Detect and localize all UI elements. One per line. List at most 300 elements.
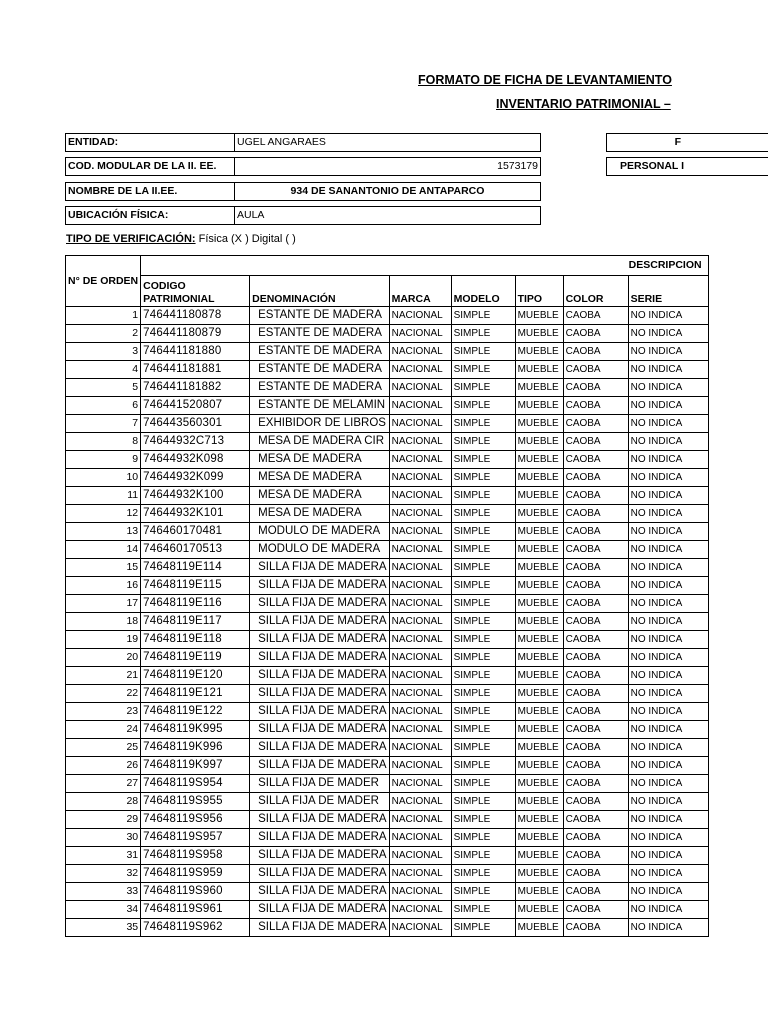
cell-marca: NACIONAL — [389, 739, 451, 757]
cell-tipo: MUEBLE — [515, 721, 563, 739]
cell-tipo: MUEBLE — [515, 361, 563, 379]
cell-denominacion: ESTANTE DE MADERA — [250, 343, 389, 361]
cell-modelo: SIMPLE — [451, 343, 515, 361]
cell-denominacion: MESA DE MADERA CIR — [250, 433, 389, 451]
cell-row-number: 20 — [66, 649, 141, 667]
cell-serie: NO INDICA — [628, 505, 708, 523]
cell-marca: NACIONAL — [389, 325, 451, 343]
cell-tipo: MUEBLE — [515, 541, 563, 559]
right-box-1: F — [606, 133, 768, 152]
cell-marca: NACIONAL — [389, 811, 451, 829]
cell-serie: NO INDICA — [628, 397, 708, 415]
table-row — [66, 901, 709, 919]
cell-color: CAOBA — [563, 361, 628, 379]
cell-codigo-patrimonial: 746441520807 — [141, 397, 250, 415]
cell-serie: NO INDICA — [628, 775, 708, 793]
cell-modelo: SIMPLE — [451, 307, 515, 325]
cell-row-number: 21 — [66, 667, 141, 685]
cell-color: CAOBA — [563, 631, 628, 649]
cell-modelo: SIMPLE — [451, 685, 515, 703]
cell-color: CAOBA — [563, 847, 628, 865]
cell-color: CAOBA — [563, 793, 628, 811]
cell-denominacion: SILLA FIJA DE MADER — [250, 793, 389, 811]
cell-row-number: 32 — [66, 865, 141, 883]
cell-modelo: SIMPLE — [451, 883, 515, 901]
table-row — [66, 721, 709, 739]
cell-denominacion: MESA DE MADERA — [250, 505, 389, 523]
cell-serie: NO INDICA — [628, 523, 708, 541]
cell-codigo-patrimonial: 74648119S960 — [141, 883, 250, 901]
cell-modelo: SIMPLE — [451, 361, 515, 379]
entidad-value: UGEL ANGARAES — [234, 133, 541, 152]
cell-serie: NO INDICA — [628, 829, 708, 847]
table-row — [66, 343, 709, 361]
cell-modelo: SIMPLE — [451, 793, 515, 811]
cell-row-number: 17 — [66, 595, 141, 613]
cell-codigo-patrimonial: 746441181881 — [141, 361, 250, 379]
ubicacion-label: UBICACIÓN FÍSICA: — [65, 206, 235, 225]
cell-color: CAOBA — [563, 883, 628, 901]
cell-modelo: SIMPLE — [451, 487, 515, 505]
cell-color: CAOBA — [563, 523, 628, 541]
cell-row-number: 9 — [66, 451, 141, 469]
cell-codigo-patrimonial: 74648119E122 — [141, 703, 250, 721]
cell-tipo: MUEBLE — [515, 397, 563, 415]
cell-denominacion: SILLA FIJA DE MADERA — [250, 829, 389, 847]
cell-codigo-patrimonial: 746441181880 — [141, 343, 250, 361]
nombre-label: NOMBRE DE LA II.EE. — [65, 182, 235, 201]
cell-modelo: SIMPLE — [451, 775, 515, 793]
header-color: COLOR — [563, 276, 628, 307]
entidad-label: ENTIDAD: — [65, 133, 235, 152]
cell-codigo-patrimonial: 74648119S962 — [141, 919, 250, 937]
cell-color: CAOBA — [563, 865, 628, 883]
cell-codigo-patrimonial: 746460170481 — [141, 523, 250, 541]
cell-marca: NACIONAL — [389, 487, 451, 505]
table-row — [66, 595, 709, 613]
cod-modular-label: COD. MODULAR DE LA II. EE. — [65, 157, 235, 176]
cell-modelo: SIMPLE — [451, 739, 515, 757]
cell-marca: NACIONAL — [389, 577, 451, 595]
cell-codigo-patrimonial: 74648119E118 — [141, 631, 250, 649]
cell-marca: NACIONAL — [389, 793, 451, 811]
cell-row-number: 24 — [66, 721, 141, 739]
table-row — [66, 613, 709, 631]
cell-color: CAOBA — [563, 415, 628, 433]
cell-marca: NACIONAL — [389, 649, 451, 667]
table-row — [66, 757, 709, 775]
cell-tipo: MUEBLE — [515, 487, 563, 505]
cell-modelo: SIMPLE — [451, 613, 515, 631]
cell-tipo: MUEBLE — [515, 685, 563, 703]
cell-marca: NACIONAL — [389, 775, 451, 793]
cell-color: CAOBA — [563, 433, 628, 451]
cell-marca: NACIONAL — [389, 703, 451, 721]
cell-color: CAOBA — [563, 469, 628, 487]
header-codigo: CODIGO PATRIMONIAL — [141, 276, 250, 307]
cell-row-number: 23 — [66, 703, 141, 721]
cell-codigo-patrimonial: 74644932K100 — [141, 487, 250, 505]
cell-marca: NACIONAL — [389, 433, 451, 451]
cell-denominacion: ESTANTE DE MELAMIN — [250, 397, 389, 415]
cell-denominacion: ESTANTE DE MADERA — [250, 307, 389, 325]
cell-row-number: 1 — [66, 307, 141, 325]
cell-modelo: SIMPLE — [451, 649, 515, 667]
cell-serie: NO INDICA — [628, 469, 708, 487]
cell-row-number: 5 — [66, 379, 141, 397]
cell-row-number: 2 — [66, 325, 141, 343]
cell-row-number: 29 — [66, 811, 141, 829]
cell-serie: NO INDICA — [628, 721, 708, 739]
cell-serie: NO INDICA — [628, 379, 708, 397]
table-row — [66, 793, 709, 811]
cell-serie: NO INDICA — [628, 595, 708, 613]
cell-serie: NO INDICA — [628, 703, 708, 721]
cell-modelo: SIMPLE — [451, 811, 515, 829]
cell-codigo-patrimonial: 74644932K101 — [141, 505, 250, 523]
cell-tipo: MUEBLE — [515, 415, 563, 433]
cell-row-number: 10 — [66, 469, 141, 487]
cell-row-number: 12 — [66, 505, 141, 523]
cell-denominacion: SILLA FIJA DE MADERA — [250, 811, 389, 829]
cell-marca: NACIONAL — [389, 361, 451, 379]
cell-serie: NO INDICA — [628, 667, 708, 685]
table-row — [66, 847, 709, 865]
cell-serie: NO INDICA — [628, 487, 708, 505]
table-row — [66, 541, 709, 559]
cell-denominacion: SILLA FIJA DE MADERA — [250, 577, 389, 595]
cell-tipo: MUEBLE — [515, 703, 563, 721]
table-row — [66, 775, 709, 793]
cell-tipo: MUEBLE — [515, 793, 563, 811]
cell-tipo: MUEBLE — [515, 667, 563, 685]
verificacion-options: Física (X ) Digital ( ) — [198, 233, 296, 245]
cell-color: CAOBA — [563, 649, 628, 667]
cell-denominacion: SILLA FIJA DE MADERA — [250, 883, 389, 901]
cell-tipo: MUEBLE — [515, 631, 563, 649]
cell-color: CAOBA — [563, 505, 628, 523]
cell-serie: NO INDICA — [628, 901, 708, 919]
cell-codigo-patrimonial: 74648119S954 — [141, 775, 250, 793]
header-serie: SERIE — [628, 276, 708, 307]
cell-color: CAOBA — [563, 901, 628, 919]
cell-denominacion: SILLA FIJA DE MADERA — [250, 739, 389, 757]
cell-modelo: SIMPLE — [451, 523, 515, 541]
cell-tipo: MUEBLE — [515, 343, 563, 361]
cell-serie: NO INDICA — [628, 451, 708, 469]
table-row — [66, 739, 709, 757]
cell-codigo-patrimonial: 74648119E120 — [141, 667, 250, 685]
cell-codigo-patrimonial: 746441181882 — [141, 379, 250, 397]
cell-color: CAOBA — [563, 703, 628, 721]
cell-codigo-patrimonial: 74648119K997 — [141, 757, 250, 775]
cell-marca: NACIONAL — [389, 595, 451, 613]
cell-modelo: SIMPLE — [451, 325, 515, 343]
cell-tipo: MUEBLE — [515, 577, 563, 595]
cell-row-number: 35 — [66, 919, 141, 937]
cell-color: CAOBA — [563, 829, 628, 847]
cell-tipo: MUEBLE — [515, 883, 563, 901]
cell-codigo-patrimonial: 74648119E121 — [141, 685, 250, 703]
cell-modelo: SIMPLE — [451, 433, 515, 451]
cell-row-number: 16 — [66, 577, 141, 595]
cell-row-number: 26 — [66, 757, 141, 775]
table-row — [66, 415, 709, 433]
cell-row-number: 22 — [66, 685, 141, 703]
cell-denominacion: SILLA FIJA DE MADERA — [250, 667, 389, 685]
cell-serie: NO INDICA — [628, 415, 708, 433]
cell-tipo: MUEBLE — [515, 595, 563, 613]
cell-serie: NO INDICA — [628, 613, 708, 631]
cell-codigo-patrimonial: 74648119E116 — [141, 595, 250, 613]
form-subtitle: INVENTARIO PATRIMONIAL – — [496, 97, 671, 111]
cell-color: CAOBA — [563, 559, 628, 577]
tipo-verificacion — [66, 233, 296, 245]
cell-modelo: SIMPLE — [451, 721, 515, 739]
cell-row-number: 6 — [66, 397, 141, 415]
cell-serie: NO INDICA — [628, 307, 708, 325]
cell-denominacion: SILLA FIJA DE MADERA — [250, 901, 389, 919]
cell-denominacion: SILLA FIJA DE MADERA — [250, 649, 389, 667]
cell-denominacion: SILLA FIJA DE MADERA — [250, 865, 389, 883]
cell-denominacion: SILLA FIJA DE MADERA — [250, 703, 389, 721]
cell-denominacion: SILLA FIJA DE MADER — [250, 775, 389, 793]
cell-tipo: MUEBLE — [515, 847, 563, 865]
cell-marca: NACIONAL — [389, 469, 451, 487]
cell-codigo-patrimonial: 746443560301 — [141, 415, 250, 433]
header-marca: MARCA — [389, 276, 451, 307]
form-title: FORMATO DE FICHA DE LEVANTAMIENTO — [418, 73, 672, 87]
cell-denominacion: MESA DE MADERA — [250, 487, 389, 505]
table-row — [66, 559, 709, 577]
cell-codigo-patrimonial: 74648119S957 — [141, 829, 250, 847]
table-row — [66, 865, 709, 883]
cell-marca: NACIONAL — [389, 829, 451, 847]
cell-modelo: SIMPLE — [451, 379, 515, 397]
cell-row-number: 25 — [66, 739, 141, 757]
cell-modelo: SIMPLE — [451, 559, 515, 577]
cell-modelo: SIMPLE — [451, 865, 515, 883]
cell-color: CAOBA — [563, 379, 628, 397]
cell-marca: NACIONAL — [389, 901, 451, 919]
cell-modelo: SIMPLE — [451, 595, 515, 613]
cell-marca: NACIONAL — [389, 685, 451, 703]
cell-serie: NO INDICA — [628, 739, 708, 757]
cell-codigo-patrimonial: 74648119E119 — [141, 649, 250, 667]
cell-serie: NO INDICA — [628, 793, 708, 811]
cell-serie: NO INDICA — [628, 631, 708, 649]
cell-codigo-patrimonial: 74644932C713 — [141, 433, 250, 451]
cell-denominacion: SILLA FIJA DE MADERA — [250, 631, 389, 649]
right-box-2: PERSONAL I — [606, 157, 768, 176]
cell-denominacion: ESTANTE DE MADERA — [250, 325, 389, 343]
cell-denominacion: SILLA FIJA DE MADERA — [250, 685, 389, 703]
cell-marca: NACIONAL — [389, 919, 451, 937]
table-row — [66, 307, 709, 325]
cell-modelo: SIMPLE — [451, 919, 515, 937]
cell-marca: NACIONAL — [389, 523, 451, 541]
cell-row-number: 30 — [66, 829, 141, 847]
cell-serie: NO INDICA — [628, 325, 708, 343]
cell-tipo: MUEBLE — [515, 469, 563, 487]
cell-color: CAOBA — [563, 757, 628, 775]
cell-tipo: MUEBLE — [515, 451, 563, 469]
cell-modelo: SIMPLE — [451, 847, 515, 865]
cod-modular-value: 1573179 — [234, 157, 541, 176]
cell-denominacion: SILLA FIJA DE MADERA — [250, 919, 389, 937]
cell-marca: NACIONAL — [389, 865, 451, 883]
cell-row-number: 15 — [66, 559, 141, 577]
table-row — [66, 649, 709, 667]
table-row — [66, 379, 709, 397]
cell-row-number: 14 — [66, 541, 141, 559]
cell-color: CAOBA — [563, 685, 628, 703]
cell-marca: NACIONAL — [389, 451, 451, 469]
cell-codigo-patrimonial: 74648119S956 — [141, 811, 250, 829]
cell-modelo: SIMPLE — [451, 829, 515, 847]
cell-tipo: MUEBLE — [515, 523, 563, 541]
cell-codigo-patrimonial: 746460170513 — [141, 541, 250, 559]
cell-modelo: SIMPLE — [451, 577, 515, 595]
cell-marca: NACIONAL — [389, 883, 451, 901]
cell-codigo-patrimonial: 74648119S961 — [141, 901, 250, 919]
cell-color: CAOBA — [563, 343, 628, 361]
cell-serie: NO INDICA — [628, 541, 708, 559]
cell-denominacion: ESTANTE DE MADERA — [250, 379, 389, 397]
cell-color: CAOBA — [563, 325, 628, 343]
cell-color: CAOBA — [563, 775, 628, 793]
cell-serie: NO INDICA — [628, 919, 708, 937]
cell-serie: NO INDICA — [628, 433, 708, 451]
header-orden: N° DE ORDEN — [66, 256, 141, 307]
header-denominacion: DENOMINACIÓN — [250, 276, 389, 307]
cell-modelo: SIMPLE — [451, 451, 515, 469]
cell-row-number: 13 — [66, 523, 141, 541]
ubicacion-value: AULA — [234, 206, 541, 225]
cell-serie: NO INDICA — [628, 577, 708, 595]
cell-color: CAOBA — [563, 451, 628, 469]
table-row — [66, 451, 709, 469]
cell-codigo-patrimonial: 74648119K995 — [141, 721, 250, 739]
cell-tipo: MUEBLE — [515, 613, 563, 631]
cell-tipo: MUEBLE — [515, 739, 563, 757]
cell-tipo: MUEBLE — [515, 811, 563, 829]
cell-denominacion: ESTANTE DE MADERA — [250, 361, 389, 379]
cell-modelo: SIMPLE — [451, 703, 515, 721]
table-row — [66, 883, 709, 901]
cell-color: CAOBA — [563, 397, 628, 415]
cell-serie: NO INDICA — [628, 361, 708, 379]
cell-denominacion: SILLA FIJA DE MADERA — [250, 847, 389, 865]
cell-marca: NACIONAL — [389, 343, 451, 361]
cell-tipo: MUEBLE — [515, 559, 563, 577]
cell-marca: NACIONAL — [389, 613, 451, 631]
cell-row-number: 11 — [66, 487, 141, 505]
cell-modelo: SIMPLE — [451, 415, 515, 433]
cell-codigo-patrimonial: 74648119E117 — [141, 613, 250, 631]
cell-denominacion: MODULO DE MADERA — [250, 541, 389, 559]
cell-codigo-patrimonial: 74648119S959 — [141, 865, 250, 883]
table-row — [66, 487, 709, 505]
cell-marca: NACIONAL — [389, 379, 451, 397]
cell-color: CAOBA — [563, 595, 628, 613]
cell-codigo-patrimonial: 74644932K098 — [141, 451, 250, 469]
cell-codigo-patrimonial: 74644932K099 — [141, 469, 250, 487]
table-row — [66, 505, 709, 523]
header-tipo: TIPO — [515, 276, 563, 307]
cell-denominacion: SILLA FIJA DE MADERA — [250, 721, 389, 739]
cell-serie: NO INDICA — [628, 883, 708, 901]
table-row — [66, 397, 709, 415]
cell-marca: NACIONAL — [389, 847, 451, 865]
cell-codigo-patrimonial: 74648119K996 — [141, 739, 250, 757]
cell-denominacion: MESA DE MADERA — [250, 469, 389, 487]
cell-marca: NACIONAL — [389, 397, 451, 415]
table-row — [66, 919, 709, 937]
table-row — [66, 469, 709, 487]
header-modelo: MODELO — [451, 276, 515, 307]
cell-row-number: 18 — [66, 613, 141, 631]
cell-modelo: SIMPLE — [451, 505, 515, 523]
table-row — [66, 325, 709, 343]
cell-codigo-patrimonial: 746441180878 — [141, 307, 250, 325]
cell-color: CAOBA — [563, 541, 628, 559]
cell-row-number: 28 — [66, 793, 141, 811]
verificacion-label: TIPO DE VERIFICACIÓN: — [66, 233, 196, 245]
cell-serie: NO INDICA — [628, 847, 708, 865]
cell-tipo: MUEBLE — [515, 775, 563, 793]
cell-row-number: 31 — [66, 847, 141, 865]
cell-color: CAOBA — [563, 577, 628, 595]
cell-denominacion: SILLA FIJA DE MADERA — [250, 559, 389, 577]
cell-row-number: 19 — [66, 631, 141, 649]
table-row — [66, 685, 709, 703]
cell-modelo: SIMPLE — [451, 757, 515, 775]
cell-codigo-patrimonial: 74648119E114 — [141, 559, 250, 577]
cell-codigo-patrimonial: 746441180879 — [141, 325, 250, 343]
cell-marca: NACIONAL — [389, 307, 451, 325]
cell-color: CAOBA — [563, 721, 628, 739]
cell-color: CAOBA — [563, 919, 628, 937]
nombre-value: 934 DE SANANTONIO DE ANTAPARCO — [234, 182, 541, 201]
cell-serie: NO INDICA — [628, 811, 708, 829]
cell-row-number: 4 — [66, 361, 141, 379]
cell-modelo: SIMPLE — [451, 667, 515, 685]
cell-codigo-patrimonial: 74648119E115 — [141, 577, 250, 595]
cell-denominacion: EXHIBIDOR DE LIBROS — [250, 415, 389, 433]
inventory-table — [65, 255, 709, 937]
cell-serie: NO INDICA — [628, 343, 708, 361]
cell-row-number: 3 — [66, 343, 141, 361]
cell-codigo-patrimonial: 74648119S958 — [141, 847, 250, 865]
cell-tipo: MUEBLE — [515, 757, 563, 775]
table-row — [66, 433, 709, 451]
table-row — [66, 667, 709, 685]
cell-color: CAOBA — [563, 487, 628, 505]
cell-tipo: MUEBLE — [515, 649, 563, 667]
cell-modelo: SIMPLE — [451, 397, 515, 415]
cell-denominacion: SILLA FIJA DE MADERA — [250, 595, 389, 613]
cell-color: CAOBA — [563, 307, 628, 325]
header-descripcion: DESCRIPCION — [141, 256, 708, 276]
cell-marca: NACIONAL — [389, 721, 451, 739]
cell-marca: NACIONAL — [389, 757, 451, 775]
cell-tipo: MUEBLE — [515, 433, 563, 451]
table-row — [66, 361, 709, 379]
cell-serie: NO INDICA — [628, 865, 708, 883]
cell-marca: NACIONAL — [389, 415, 451, 433]
table-row — [66, 577, 709, 595]
